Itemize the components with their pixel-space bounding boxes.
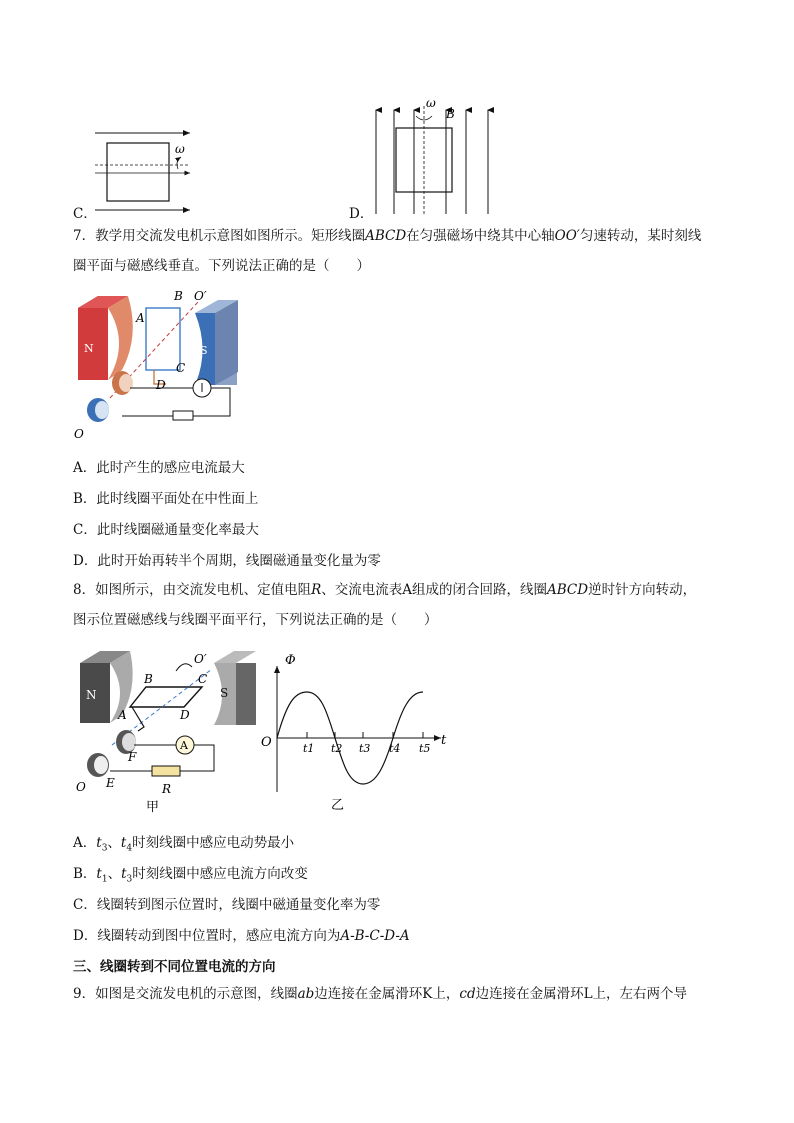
- q9-stem-line1: 9．如图是交流发电机的示意图，线圈ab边连接在金属滑环K上，cd边连接在金属滑环L上，左右两个导: [73, 986, 688, 1002]
- omega-label-d: ω: [426, 96, 436, 110]
- coil-a-label: A: [136, 311, 145, 325]
- x-axis-label: t: [441, 733, 447, 748]
- q7-stem-line2: 圈平面与磁感线垂直。下列说法正确的是（ ）: [73, 258, 370, 274]
- q8-o-label: O: [76, 780, 86, 794]
- q8-d-label: D: [180, 708, 190, 722]
- n-pole-label: N: [84, 342, 94, 355]
- q8-option-d[interactable]: D．线圈转动到图中位置时，感应电流方向为A-B-C-D-A: [73, 928, 410, 944]
- q8-stem-line1: 8．如图所示，由交流发电机、定值电阻R、交流电流表A组成的闭合回路，线圈ABCD逆时针方向转动，: [73, 582, 697, 598]
- coil-c-label: C: [176, 361, 186, 375]
- q8-option-b[interactable]: B．$t_1$、$t_3$时刻线圈中感应电流方向改变: [73, 866, 308, 885]
- origin-label: O: [261, 735, 272, 750]
- coil-b-label: B: [174, 289, 183, 303]
- option-c-label: C．: [73, 206, 97, 222]
- q8-option-a[interactable]: A．$t_3$、$t_4$时刻线圈中感应电动势最小: [73, 835, 295, 854]
- q8-b-label: B: [144, 672, 153, 686]
- q7-generator-figure: [70, 288, 240, 443]
- q8-option-c[interactable]: C．线圈转到图示位置时，线圈中磁通量变化率为零: [73, 897, 381, 913]
- axis-o-label: O: [74, 427, 84, 441]
- section-3-heading: 三、线圈转到不同位置电流的方向: [73, 959, 276, 975]
- y-axis-label: Φ: [285, 653, 296, 668]
- q8-a-label: A: [118, 708, 127, 722]
- q7-option-a[interactable]: A．此时产生的感应电流最大: [73, 460, 245, 476]
- q8-e-label: E: [106, 776, 115, 790]
- figure-d: [366, 96, 506, 218]
- tick-t3: t3: [359, 742, 371, 755]
- q8-n-pole-label: N: [86, 688, 97, 702]
- figure-jia-caption: 甲: [146, 800, 160, 815]
- tick-t1: t1: [303, 742, 315, 755]
- tick-t4: t4: [389, 742, 401, 755]
- q8-s-pole-label: S: [220, 686, 229, 700]
- axis-o2-label: O′: [194, 289, 207, 303]
- q7-stem-line1: 7．教学用交流发电机示意图如图所示。矩形线圈ABCD在匀强磁场中绕其中心轴OO′匀速转动，某时刻线: [73, 228, 702, 244]
- q7-option-c[interactable]: C．此时线圈磁通量变化率最大: [73, 522, 259, 538]
- q8-stem-line2: 图示位置磁感线与线圈平面平行，下列说法正确的是（ ）: [73, 612, 438, 628]
- q8-c-label: C: [198, 672, 208, 686]
- q8-r-label: R: [162, 782, 172, 796]
- coil-d-label: D: [156, 378, 166, 392]
- b-label-d: B: [446, 107, 455, 121]
- tick-t5: t5: [419, 742, 431, 755]
- option-d-label: D．: [349, 206, 374, 222]
- q8-figure-jia: [72, 645, 262, 815]
- q7-option-b[interactable]: B．此时线圈平面处在中性面上: [73, 491, 259, 507]
- q8-figure-yi-flux-graph: [255, 652, 455, 812]
- q8-f-label: F: [128, 750, 137, 764]
- ammeter-label: A: [180, 739, 188, 752]
- omega-label-c: ω: [175, 142, 185, 156]
- tick-t2: t2: [331, 742, 343, 755]
- q7-option-d[interactable]: D．此时开始再转半个周期，线圈磁通量变化量为零: [73, 553, 381, 569]
- q8-o2-label: O′: [194, 652, 207, 666]
- s-pole-label: S: [200, 344, 208, 357]
- figure-yi-caption: 乙: [331, 798, 345, 812]
